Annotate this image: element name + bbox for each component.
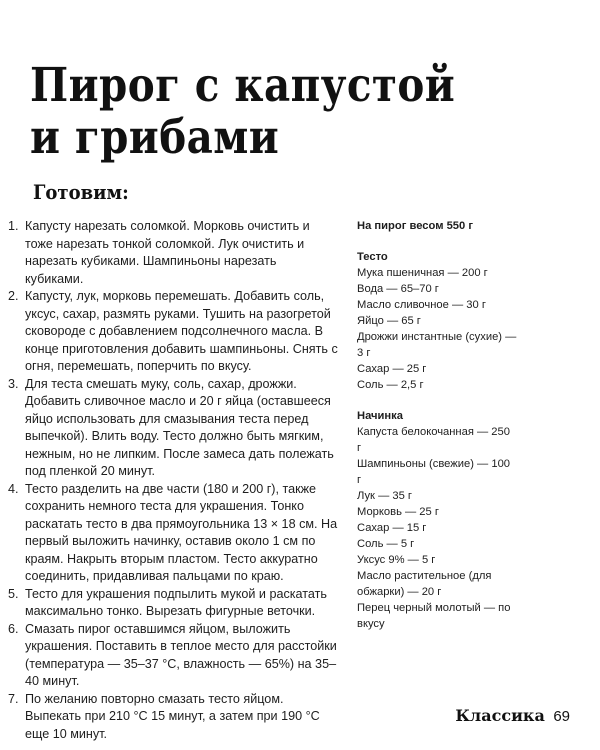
recipe-title xyxy=(30,60,477,164)
step-number: 1. xyxy=(8,219,19,233)
step-text: Тесто для украшения подпылить мукой и раскатать максимально тонко. Вырезать фигурные веточки. xyxy=(25,586,327,618)
instruction-step xyxy=(8,376,338,481)
ingredient-item: Мука пшеничная — 200 г xyxy=(357,267,488,279)
ingredient-item: Перец черный молотый — по вкусу xyxy=(357,602,511,630)
instruction-step xyxy=(8,691,338,744)
yield-label: На пирог весом 550 г xyxy=(357,220,474,232)
step-number: 4. xyxy=(8,481,19,496)
step-text: По желанию повторно смазать тесто яйцом. Выпекать при 210 °С 15 минут, а затем при 190 °С еще 10 минут. xyxy=(25,691,320,741)
instruction-step xyxy=(8,218,338,288)
ingredient-item: Капуста белокочанная — 250 г xyxy=(357,426,510,454)
step-text: Тесто разделить на две части (180 и 200 г), также сохранить немного теста для украшения. Тонко раскатать тесто в два прямоугольника 13 × 18 см. На первый выложить начинку, оставив около 1 см по краям. Накрыть вторым пластом. Тесто аккуратно соединить, придавливая пальцами по краю. xyxy=(25,481,338,583)
step-number: 7. xyxy=(8,691,19,706)
filling-heading: Начинка xyxy=(357,410,403,422)
step-text: Для теста смешать муку, соль, сахар, дрожжи. Добавить сливочное масло и 20 г яйца (оставшееся яйцо использовать для смазывания теста перед выпечкой). Влить воду. Тесто должно быть мягким, нежным, но не липким. После замеса дать полежать под пленкой 20 минут. xyxy=(25,376,334,478)
section-name: Классика xyxy=(455,706,545,725)
step-text: Смазать пирог оставшимся яйцом, выложить украшения. Поставить в теплое место для расстойки (температура — 35–37 °С, влажность — 65%) на 35–40 минут. xyxy=(25,621,337,688)
step-text: Капусту, лук, морковь перемешать. Добавить соль, уксус, сахар, размять руками. Тушить на разогретой сковороде с добавлением подсолнечного масла. В конце приготовления добавить шампиньоны. Снять с огня, перемешать, поперчить по вкусу. xyxy=(25,289,338,373)
instruction-step xyxy=(8,586,338,621)
recipe-title-line-2: и грибами xyxy=(30,110,280,165)
ingredient-item: Масло сливочное — 30 г xyxy=(357,299,486,311)
ingredient-item: Шампиньоны (свежие) — 100 г xyxy=(357,458,511,486)
ingredient-item: Соль — 5 г xyxy=(357,538,415,550)
ingredient-item: Сахар — 25 г xyxy=(357,363,427,375)
instruction-step xyxy=(8,621,338,691)
page-footer xyxy=(455,706,570,726)
step-number: 2. xyxy=(8,289,19,303)
ingredient-item: Яйцо — 65 г xyxy=(357,315,421,327)
filling-group xyxy=(357,408,517,632)
instructions-heading: Готовим: xyxy=(33,180,129,204)
ingredients-panel xyxy=(357,218,517,647)
instructions-list xyxy=(8,218,338,743)
recipe-title-line-1: Пирог с капустой xyxy=(30,58,456,113)
instruction-step xyxy=(8,481,338,586)
dough-heading: Тесто xyxy=(357,251,388,263)
filling-list xyxy=(357,424,517,632)
ingredient-item: Вода — 65–70 г xyxy=(357,283,439,295)
step-number: 3. xyxy=(8,376,19,391)
ingredient-item: Масло растительное (для обжарки) — 20 г xyxy=(357,570,492,598)
ingredient-item: Дрожжи инстантные (сухие) — 3 г xyxy=(357,331,517,359)
dough-group xyxy=(357,249,517,393)
ingredient-item: Уксус 9% — 5 г xyxy=(357,554,436,566)
ingredient-item: Сахар — 15 г xyxy=(357,522,427,534)
dough-list xyxy=(357,265,517,393)
ingredient-item: Соль — 2,5 г xyxy=(357,379,424,391)
page-number: 69 xyxy=(553,708,570,725)
step-number: 6. xyxy=(8,621,19,636)
ingredient-item: Лук — 35 г xyxy=(357,490,412,502)
ingredient-item: Морковь — 25 г xyxy=(357,506,439,518)
instruction-step xyxy=(8,288,338,376)
step-number: 5. xyxy=(8,586,19,601)
step-text: Капусту нарезать соломкой. Морковь очистить и тоже нарезать тонкой соломкой. Лук очистить и нарезать кубиками. Шампиньоны нарезать кубиками. xyxy=(25,219,310,286)
